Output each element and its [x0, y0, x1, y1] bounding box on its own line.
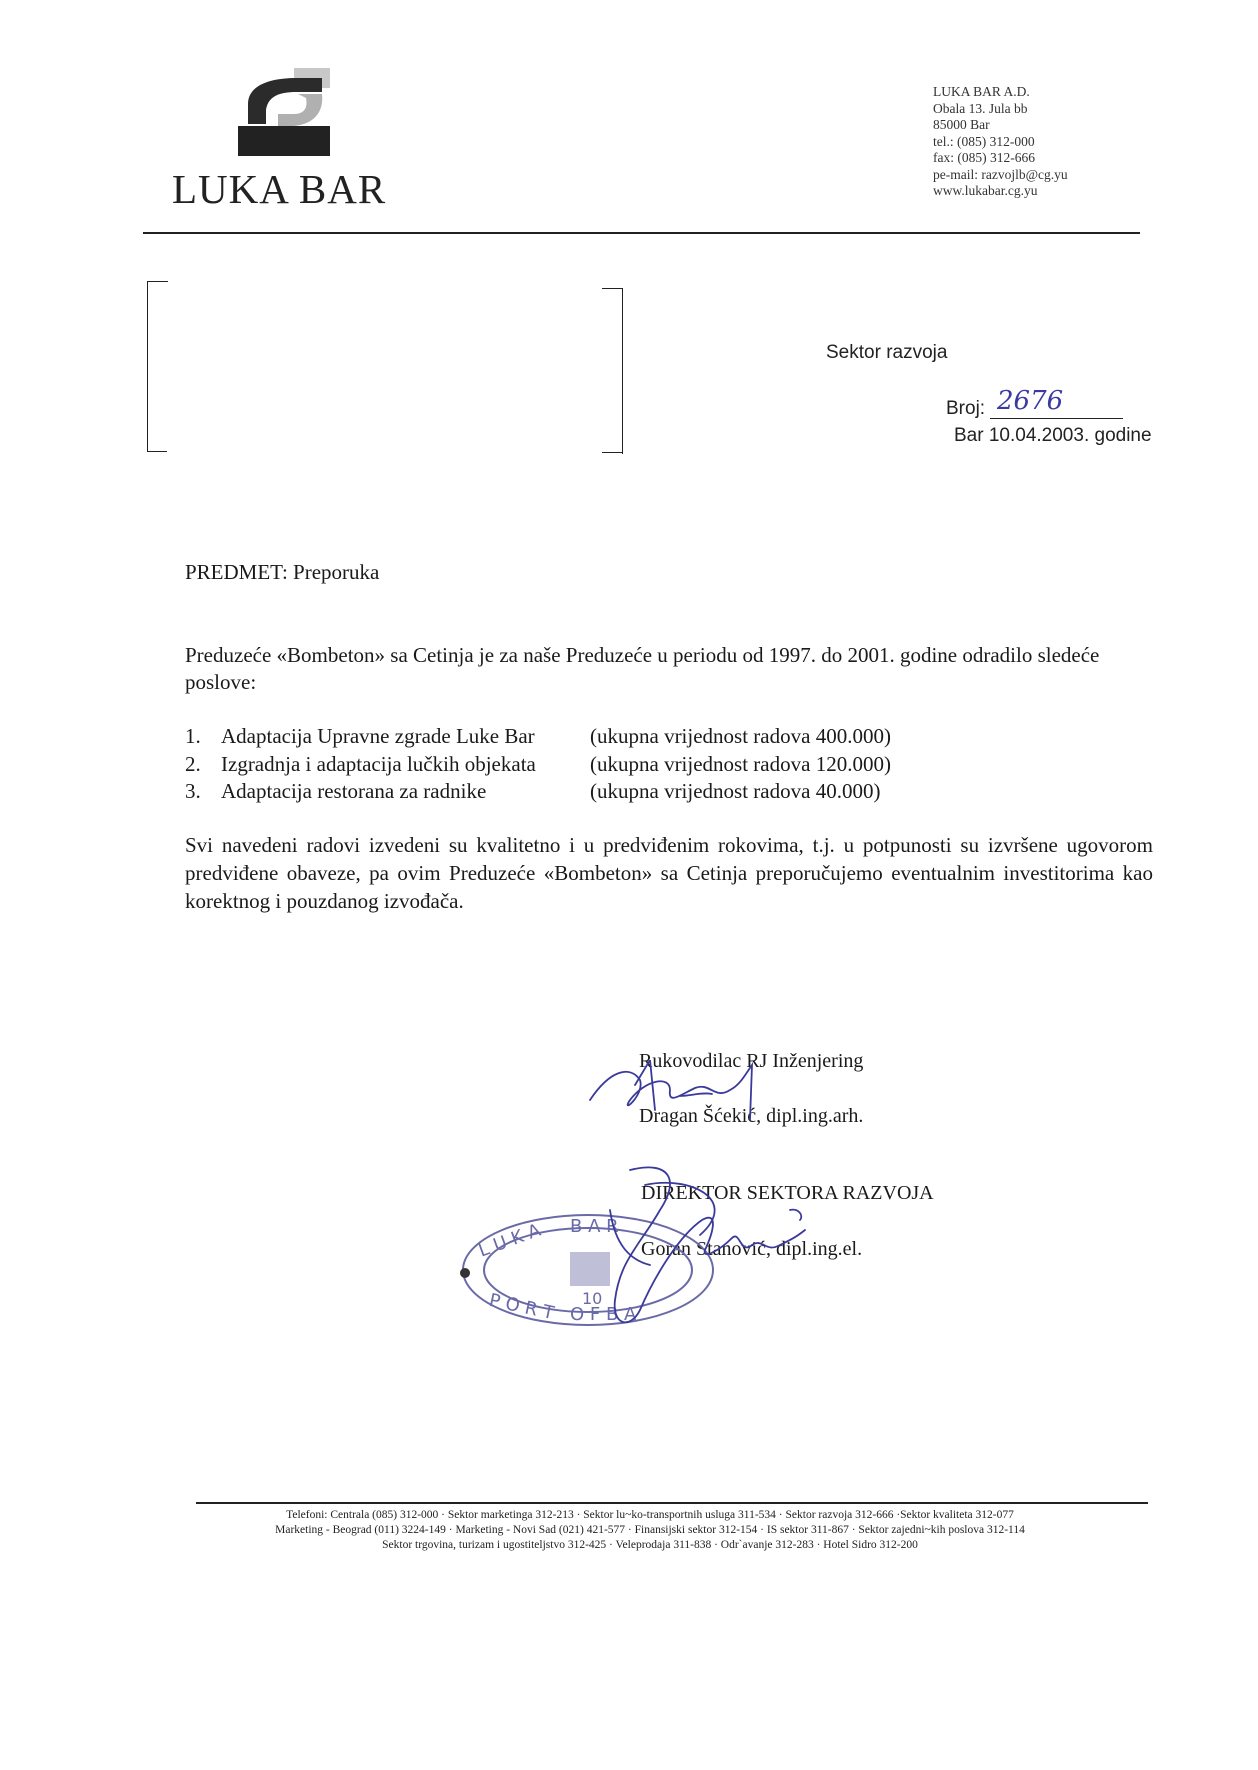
- list-item-value: (ukupna vrijednost radova 120.000): [590, 752, 891, 776]
- svg-text:L U K A: L U K A: [475, 1219, 544, 1262]
- second-signatory-name: Goran Stanović, dipl.ing.el.: [641, 1238, 863, 1260]
- address-bracket-left-bottom: [147, 451, 167, 452]
- intro-paragraph: Preduzeće «Bombeton» sa Cetinja je za naše Preduzeće u periodu od 1997. do 2001. godine odradilo sledeće poslove:: [185, 643, 1100, 694]
- company-line: tel.: (085) 312-000: [933, 133, 1035, 149]
- footer-contacts: [150, 1508, 1150, 1553]
- footer-divider: [196, 1502, 1148, 1504]
- closing-paragraph: Svi navedeni radovi izvedeni su kvalitetno i u predviđenim rokovima, t.j. u potpunosti su izvršene ugovorom predviđene obaveze, pa ovim Preduzeće «Bombeton» sa Cetinja preporučujemo eventualnim investitorima kao korektnog i pouzdanog izvođača.: [185, 833, 1153, 913]
- reference-number-label: Broj:: [946, 398, 986, 419]
- svg-text:10: 10: [582, 1289, 603, 1308]
- company-line: 85000 Bar: [933, 117, 990, 132]
- list-item-value: (ukupna vrijednost radova 40.000): [590, 779, 881, 803]
- list-item-number: 3.: [185, 779, 201, 803]
- company-line: fax: (085) 312-666: [933, 150, 1035, 165]
- list-item-number: 2.: [185, 752, 201, 776]
- logo-wordmark: LUKA BAR: [172, 166, 387, 212]
- header-divider: [143, 232, 1140, 234]
- document-date: Bar 10.04.2003. godine: [954, 425, 1152, 446]
- list-item-number: 1.: [185, 724, 201, 748]
- stamp-and-signatures: [440, 1060, 940, 1350]
- footer-line: Telefoni: Centrala (085) 312-000 · Sektor marketinga 312-213 · Sektor lu~ko-transportnih usluga 311-534 · Sektor razvoja 312-666 ·Sektor kvaliteta 312-077: [286, 1509, 1014, 1521]
- reference-number-underline: [990, 418, 1123, 419]
- company-email: pe-mail: razvojlb@cg.yu: [933, 166, 1068, 182]
- company-line: Obala 13. Jula bb: [933, 100, 1028, 116]
- company-website: www.lukabar.cg.yu: [933, 183, 1038, 198]
- subject-line: PREDMET: Preporuka: [185, 560, 380, 584]
- luka-bar-logo-icon: [238, 66, 330, 156]
- address-bracket-right-bottom: [602, 452, 622, 453]
- list-item-description: Izgradnja i adaptacija lučkih objekata: [221, 752, 536, 776]
- director-signature-icon: [610, 1167, 805, 1322]
- svg-text:O F B A: O F B A: [570, 1304, 637, 1325]
- address-bracket-right: [602, 288, 623, 454]
- official-stamp-icon: [460, 1215, 713, 1325]
- list-item-description: Adaptacija Upravne zgrade Luke Bar: [221, 724, 535, 748]
- company-address-block: [933, 84, 1068, 200]
- sector-label: Sektor razvoja: [826, 342, 948, 363]
- second-signatory-title: DIREKTOR SEKTORA RAZVOJA: [641, 1182, 934, 1204]
- svg-text:P O R T: P O R T: [487, 1289, 556, 1325]
- list-item-value: (ukupna vrijednost radova 400.000): [590, 724, 891, 748]
- svg-text:B A R: B A R: [570, 1216, 619, 1237]
- list-item-description: Adaptacija restorana za radnike: [221, 779, 487, 803]
- first-signatory-title: Rukovodilac RJ Inženjering: [639, 1050, 864, 1072]
- footer-line: Marketing - Beograd (011) 3224-149 · Marketing - Novi Sad (021) 421-577 · Finansijski sektor 312-154 · IS sektor 311-867 · Sektor zajedni~kih poslova 312-114: [275, 1524, 1025, 1536]
- footer-line: Sektor trgovina, turizam i ugostiteljstvo 312-425 · Veleprodaja 311-838 · Odr`avanje 312-283 · Hotel Sidro 312-200: [382, 1539, 918, 1551]
- first-signatory-name: Dragan Šćekić, dipl.ing.arh.: [639, 1105, 864, 1127]
- handwritten-signature-icon: [590, 1060, 752, 1120]
- address-bracket-left: [147, 281, 168, 452]
- reference-number-handwritten: 2676: [997, 386, 1064, 416]
- company-line: LUKA BAR A.D.: [933, 84, 1030, 99]
